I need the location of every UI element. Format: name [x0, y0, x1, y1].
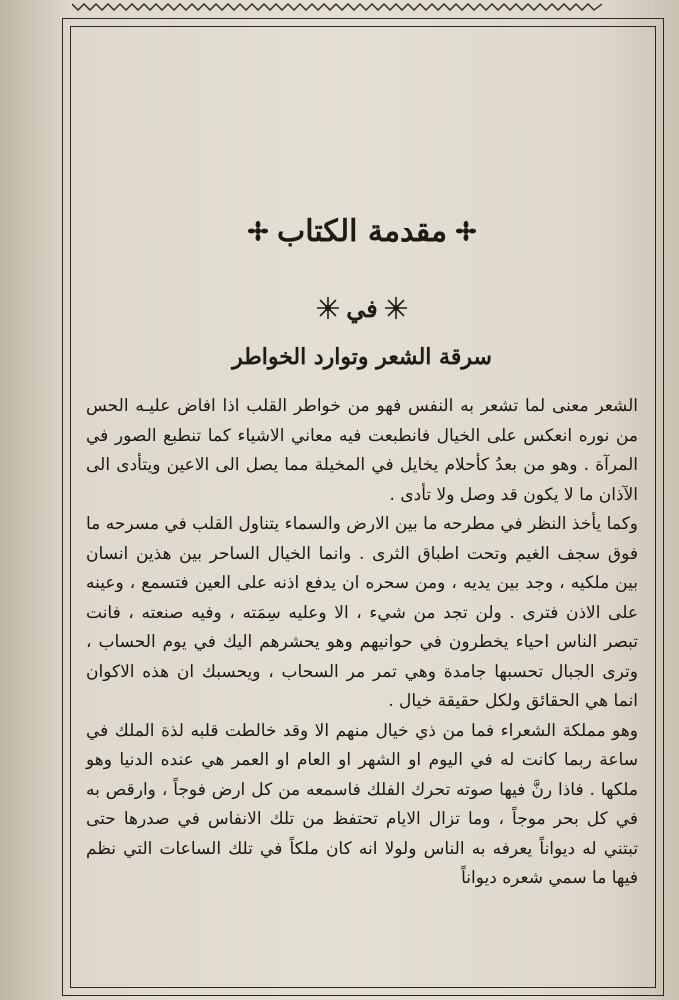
page-title: مقدمة الكتاب [276, 213, 448, 249]
subheading [70, 288, 654, 328]
chapter-heading [70, 206, 654, 256]
paragraph: الشعر معنى لما تشعر به النفس فهو من خواطر القلب اذا افاض عليـه الحس من نوره انعكس على الخيال فانطبعت فيه معاني الاشياء كما تنطبع الصور في المرآة . وهو من بعدُ كأحلام يخايل في المخيلة مما يصل الى الاعين ويتأدى الى الآذان ما لا يكون قد وصل ولا تأدى . [86, 396, 638, 505]
star-ornament-icon [316, 296, 340, 320]
paragraph: وكما يأخذ النظر في مطرحه ما بين الارض والسماء يتناول القلب في مسرحه ما فوق سجف الغيم وتحت اطباق الثرى . وانما الخيال الساحر بين هذين انسان بين ملكيه ، وجد بين يديه ، ومن سحره ان يدفع اذنه على العين فتسمع ، وعينه على الاذن فترى . ولن تجد من شيء ، الا وعليه سِمَته ، وفيه صنعته ، فانت تبصر الناس احياء يخطرون في حوانيهم وهو يحشرهم اليك في يوم الحساب ، وترى الجبال تحسبها جامدة وهي تمر مر السحاب ، ويحسبك ان هذه الاكوان انما هي الحقائق ولكل حقيقة خيال . [86, 514, 638, 711]
paragraph: وهو مملكة الشعراء فما من ذي خيال منهم الا وقد خالطت قلبه لذة الملك في ساعة ربما كانت له في اليوم او الشهر او العام او العمر هي عنده الدنيا وهو ملكها . فاذا رنَّ فيها صوته تحرك الفلك فاسمعه من كل ارض فوجاً ، وارقص به في كل بحر موجاً ، وما تزال الايام تحتفظ من تلك الانفاس في صدرها حتى تبتني له ديواناً يعرفه به الناس ولولا انه كان ملكاً في تلك الساعات التي نظم فيها ما سمي شعره ديواناً [86, 720, 638, 888]
flower-ornament-icon [247, 220, 269, 242]
subheading-word: في [346, 293, 378, 323]
star-ornament-icon [384, 296, 408, 320]
body-text [86, 392, 638, 894]
section-title: سرقة الشعر وتوارد الخواطر [232, 344, 492, 370]
flower-ornament-icon [455, 220, 477, 242]
zigzag-border-icon [72, 0, 602, 14]
